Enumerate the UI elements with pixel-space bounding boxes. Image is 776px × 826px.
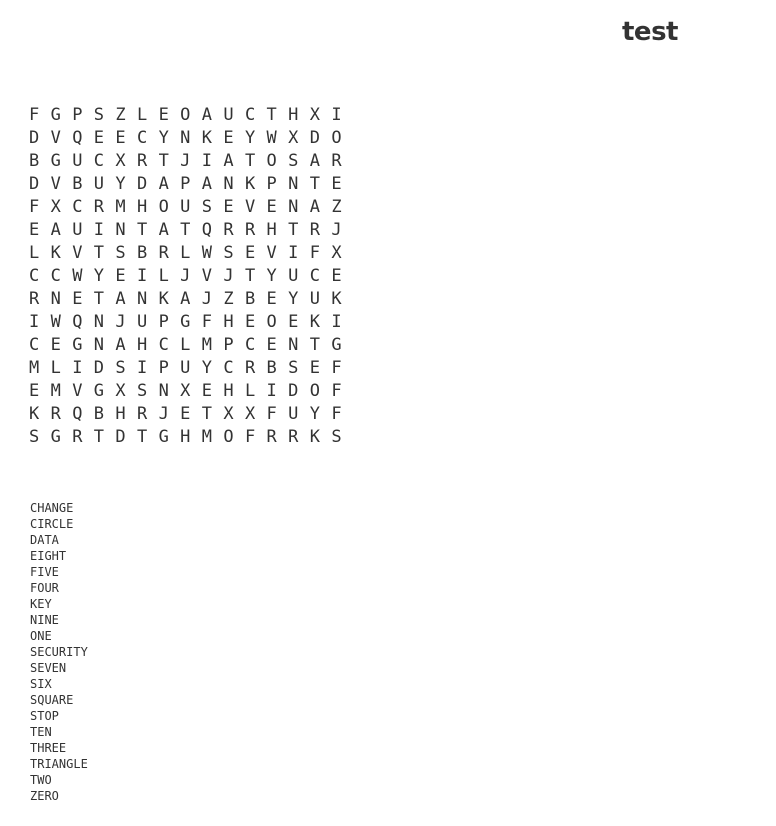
grid-letter: H [136, 197, 148, 217]
grid-letter: N [93, 335, 105, 355]
grid-letter: P [158, 312, 169, 332]
grid-row [29, 311, 353, 334]
grid-letter: I [288, 243, 299, 263]
grid-letter: M [115, 197, 126, 217]
grid-letter: J [180, 266, 191, 286]
grid-letter: C [223, 358, 234, 378]
grid-letter: A [309, 151, 320, 171]
grid-letter: U [72, 151, 83, 171]
grid-letter: L [158, 266, 169, 286]
grid-letter: I [29, 312, 40, 332]
grid-letter: X [180, 381, 191, 401]
grid-letter: H [136, 335, 148, 355]
grid-letter: E [223, 197, 234, 217]
grid-letter: Q [72, 128, 83, 148]
grid-letter: C [29, 335, 40, 355]
word-list-item: TWO [30, 773, 52, 787]
grid-letter: U [288, 404, 299, 424]
grid-letter: E [266, 289, 277, 309]
grid-letter: P [72, 105, 83, 125]
grid-row [29, 242, 353, 265]
word-list-item: CIRCLE [30, 517, 74, 531]
grid-letter: A [201, 105, 212, 125]
word-list-item: DATA [30, 533, 59, 547]
grid-row [29, 104, 353, 127]
grid-letter: R [244, 358, 256, 378]
grid-letter: H [223, 312, 234, 332]
grid-letter: Q [72, 312, 83, 332]
grid-letter: M [201, 427, 212, 447]
grid-letter: Y [201, 358, 212, 378]
grid-letter: V [72, 243, 83, 263]
grid-letter: F [29, 105, 40, 125]
grid-letter: Y [115, 174, 126, 194]
grid-letter: C [158, 335, 169, 355]
grid-letter: T [309, 174, 320, 194]
grid-letter: H [115, 404, 126, 424]
grid-letter: N [288, 335, 299, 355]
grid-letter: L [29, 243, 40, 263]
grid-letter: E [223, 128, 234, 148]
grid-letter: Y [288, 289, 299, 309]
grid-letter: T [93, 243, 105, 263]
word-list-item: CHANGE [30, 501, 74, 515]
grid-letter: S [29, 427, 40, 447]
grid-letter: R [309, 220, 320, 240]
grid-letter: N [115, 220, 126, 240]
word-list-item: SEVEN [30, 661, 67, 675]
grid-letter: N [158, 381, 169, 401]
grid-letter: R [266, 427, 277, 447]
grid-letter: K [50, 243, 61, 263]
grid-letter: U [223, 105, 234, 125]
grid-letter: P [223, 335, 234, 355]
grid-letter: C [309, 266, 320, 286]
grid-letter: E [115, 128, 126, 148]
grid-letter: S [223, 243, 234, 263]
grid-letter: G [50, 105, 61, 125]
grid-letter: I [331, 312, 342, 332]
grid-letter: T [93, 289, 105, 309]
grid-letter: Z [115, 105, 126, 125]
grid-letter: L [180, 335, 191, 355]
grid-letter: T [288, 220, 299, 240]
word-list-item: KEY [30, 597, 52, 611]
grid-letter: W [72, 266, 83, 286]
grid-letter: U [180, 358, 191, 378]
grid-letter: P [158, 358, 169, 378]
grid-letter: I [266, 381, 277, 401]
grid-letter: C [244, 335, 256, 355]
grid-letter: V [72, 381, 83, 401]
grid-letter: T [136, 427, 148, 447]
grid-letter: R [223, 220, 234, 240]
grid-letter: N [136, 289, 148, 309]
grid-letter: S [201, 197, 212, 217]
grid-letter: M [201, 335, 212, 355]
grid-letter: I [93, 220, 105, 240]
grid-letter: S [93, 105, 105, 125]
grid-letter: T [93, 427, 105, 447]
grid-letter: F [309, 243, 320, 263]
grid-row [29, 288, 353, 311]
grid-letter: Y [244, 128, 256, 148]
grid-letter: G [331, 335, 342, 355]
grid-letter: D [309, 128, 320, 148]
grid-letter: G [180, 312, 191, 332]
grid-letter: T [266, 105, 277, 125]
grid-letter: B [136, 243, 148, 263]
grid-letter: F [266, 404, 277, 424]
grid-letter: X [50, 197, 61, 217]
grid-letter: U [72, 220, 83, 240]
grid-letter: A [201, 174, 212, 194]
word-list-item: SIX [30, 677, 52, 691]
grid-letter: Y [93, 266, 105, 286]
grid-letter: R [136, 404, 148, 424]
grid-letter: K [244, 174, 256, 194]
grid-letter: V [244, 197, 256, 217]
grid-letter: I [201, 151, 212, 171]
grid-letter: G [72, 335, 83, 355]
grid-letter: D [29, 128, 40, 148]
grid-letter: K [201, 128, 212, 148]
grid-letter: F [201, 312, 212, 332]
grid-letter: E [266, 197, 277, 217]
grid-letter: E [244, 312, 256, 332]
grid-letter: U [309, 289, 320, 309]
grid-letter: E [288, 312, 299, 332]
grid-letter: R [136, 151, 148, 171]
grid-letter: O [266, 312, 277, 332]
word-list-item: STOP [30, 709, 59, 723]
grid-letter: E [331, 174, 342, 194]
grid-letter: T [201, 404, 212, 424]
grid-letter: O [266, 151, 277, 171]
grid-letter: V [266, 243, 277, 263]
word-list-item: FOUR [30, 581, 59, 595]
page-title: test [622, 17, 678, 47]
grid-letter: U [180, 197, 191, 217]
grid-letter: N [288, 174, 299, 194]
grid-letter: C [72, 197, 83, 217]
grid-letter: Z [331, 197, 342, 217]
grid-letter: S [136, 381, 148, 401]
grid-letter: O [309, 381, 320, 401]
grid-letter: R [72, 427, 83, 447]
grid-letter: Q [201, 220, 212, 240]
grid-letter: J [331, 220, 342, 240]
grid-letter: U [136, 312, 148, 332]
grid-letter: S [331, 427, 342, 447]
grid-letter: A [309, 197, 320, 217]
grid-letter: G [93, 381, 105, 401]
grid-letter: X [223, 404, 234, 424]
word-list-item: FIVE [30, 565, 59, 579]
grid-letter: E [29, 381, 40, 401]
grid-letter: E [29, 220, 40, 240]
grid-letter: E [93, 128, 105, 148]
grid-letter: H [180, 427, 191, 447]
grid-row [29, 173, 353, 196]
word-list-item: TEN [30, 725, 52, 739]
grid-letter: D [29, 174, 40, 194]
grid-letter: F [331, 404, 342, 424]
grid-letter: D [93, 358, 105, 378]
grid-row [29, 426, 353, 449]
grid-letter: X [309, 105, 320, 125]
grid-row [29, 357, 353, 380]
grid-letter: I [136, 358, 148, 378]
grid-letter: B [266, 358, 277, 378]
word-list-item: ONE [30, 629, 52, 643]
grid-letter: X [288, 128, 299, 148]
grid-letter: S [288, 151, 299, 171]
grid-letter: J [201, 289, 212, 309]
grid-letter: P [266, 174, 277, 194]
grid-row [29, 196, 353, 219]
grid-letter: T [180, 220, 191, 240]
word-list-item: ZERO [30, 789, 59, 803]
grid-letter: W [201, 243, 212, 263]
grid-letter: W [50, 312, 61, 332]
grid-letter: E [309, 358, 320, 378]
grid-letter: E [72, 289, 83, 309]
grid-letter: U [93, 174, 105, 194]
grid-letter: J [180, 151, 191, 171]
grid-letter: L [244, 381, 256, 401]
grid-letter: Y [309, 404, 320, 424]
grid-letter: G [50, 427, 61, 447]
grid-letter: Y [158, 128, 169, 148]
grid-letter: K [331, 289, 342, 309]
grid-letter: V [50, 128, 61, 148]
grid-row [29, 334, 353, 357]
grid-letter: I [331, 105, 342, 125]
grid-row [29, 265, 353, 288]
grid-letter: I [72, 358, 83, 378]
grid-letter: K [29, 404, 40, 424]
grid-letter: J [158, 404, 169, 424]
grid-letter: F [244, 427, 256, 447]
grid-letter: T [309, 335, 320, 355]
grid-letter: O [180, 105, 191, 125]
grid-row [29, 127, 353, 150]
grid-letter: F [331, 381, 342, 401]
grid-letter: A [223, 151, 234, 171]
grid-letter: B [29, 151, 40, 171]
grid-letter: K [158, 289, 169, 309]
grid-letter: N [223, 174, 234, 194]
grid-letter: E [180, 404, 191, 424]
grid-letter: T [244, 151, 256, 171]
grid-letter: R [331, 151, 342, 171]
grid-letter: R [288, 427, 299, 447]
grid-letter: E [50, 335, 61, 355]
grid-letter: G [50, 151, 61, 171]
grid-letter: L [136, 105, 148, 125]
grid-letter: Q [72, 404, 83, 424]
grid-letter: T [244, 266, 256, 286]
grid-letter: T [136, 220, 148, 240]
grid-letter: R [158, 243, 169, 263]
grid-letter: D [115, 427, 126, 447]
grid-letter: U [288, 266, 299, 286]
grid-letter: Y [266, 266, 277, 286]
grid-letter: R [50, 404, 61, 424]
grid-letter: Z [223, 289, 234, 309]
grid-letter: D [288, 381, 299, 401]
grid-letter: P [180, 174, 191, 194]
grid-row [29, 380, 353, 403]
grid-letter: A [115, 289, 126, 309]
word-list [30, 500, 88, 804]
grid-letter: R [244, 220, 256, 240]
grid-letter: N [180, 128, 191, 148]
grid-letter: B [93, 404, 105, 424]
grid-letter: S [115, 243, 126, 263]
word-list-item: SECURITY [30, 645, 88, 659]
grid-letter: E [266, 335, 277, 355]
grid-letter: C [244, 105, 256, 125]
grid-letter: O [223, 427, 234, 447]
grid-letter: M [29, 358, 40, 378]
grid-letter: C [93, 151, 105, 171]
grid-letter: V [50, 174, 61, 194]
grid-letter: N [50, 289, 61, 309]
grid-letter: X [244, 404, 256, 424]
grid-letter: T [158, 151, 169, 171]
grid-letter: A [115, 335, 126, 355]
grid-letter: W [266, 128, 277, 148]
grid-letter: H [266, 220, 277, 240]
grid-letter: N [93, 312, 105, 332]
grid-letter: K [309, 312, 320, 332]
grid-letter: B [244, 289, 256, 309]
grid-letter: F [331, 358, 342, 378]
word-search-grid [29, 104, 353, 449]
grid-letter: S [115, 358, 126, 378]
word-list-item: THREE [30, 741, 67, 755]
grid-letter: X [115, 151, 126, 171]
grid-row [29, 150, 353, 173]
grid-letter: G [158, 427, 169, 447]
grid-letter: C [136, 128, 148, 148]
word-list-item: SQUARE [30, 693, 74, 707]
grid-letter: R [29, 289, 40, 309]
grid-letter: H [288, 105, 299, 125]
grid-letter: V [201, 266, 212, 286]
grid-letter: M [50, 381, 61, 401]
grid-letter: H [223, 381, 234, 401]
grid-letter: I [136, 266, 148, 286]
grid-letter: J [115, 312, 126, 332]
grid-letter: A [158, 174, 169, 194]
grid-letter: F [29, 197, 40, 217]
grid-letter: A [180, 289, 191, 309]
grid-letter: C [29, 266, 40, 286]
grid-letter: L [50, 358, 61, 378]
grid-letter: O [331, 128, 342, 148]
grid-letter: O [158, 197, 169, 217]
grid-row [29, 219, 353, 242]
grid-letter: A [50, 220, 61, 240]
grid-letter: E [201, 381, 212, 401]
grid-letter: X [331, 243, 342, 263]
grid-letter: N [288, 197, 299, 217]
grid-letter: E [158, 105, 169, 125]
grid-letter: C [50, 266, 61, 286]
word-list-item: TRIANGLE [30, 757, 88, 771]
grid-letter: B [72, 174, 83, 194]
grid-letter: E [331, 266, 342, 286]
grid-letter: J [223, 266, 234, 286]
grid-letter: X [115, 381, 126, 401]
grid-letter: A [158, 220, 169, 240]
grid-letter: L [180, 243, 191, 263]
grid-letter: R [93, 197, 105, 217]
grid-row [29, 403, 353, 426]
grid-letter: S [288, 358, 299, 378]
word-list-item: NINE [30, 613, 59, 627]
grid-letter: K [309, 427, 320, 447]
grid-letter: E [244, 243, 256, 263]
word-list-item: EIGHT [30, 549, 67, 563]
grid-letter: D [136, 174, 148, 194]
grid-letter: E [115, 266, 126, 286]
